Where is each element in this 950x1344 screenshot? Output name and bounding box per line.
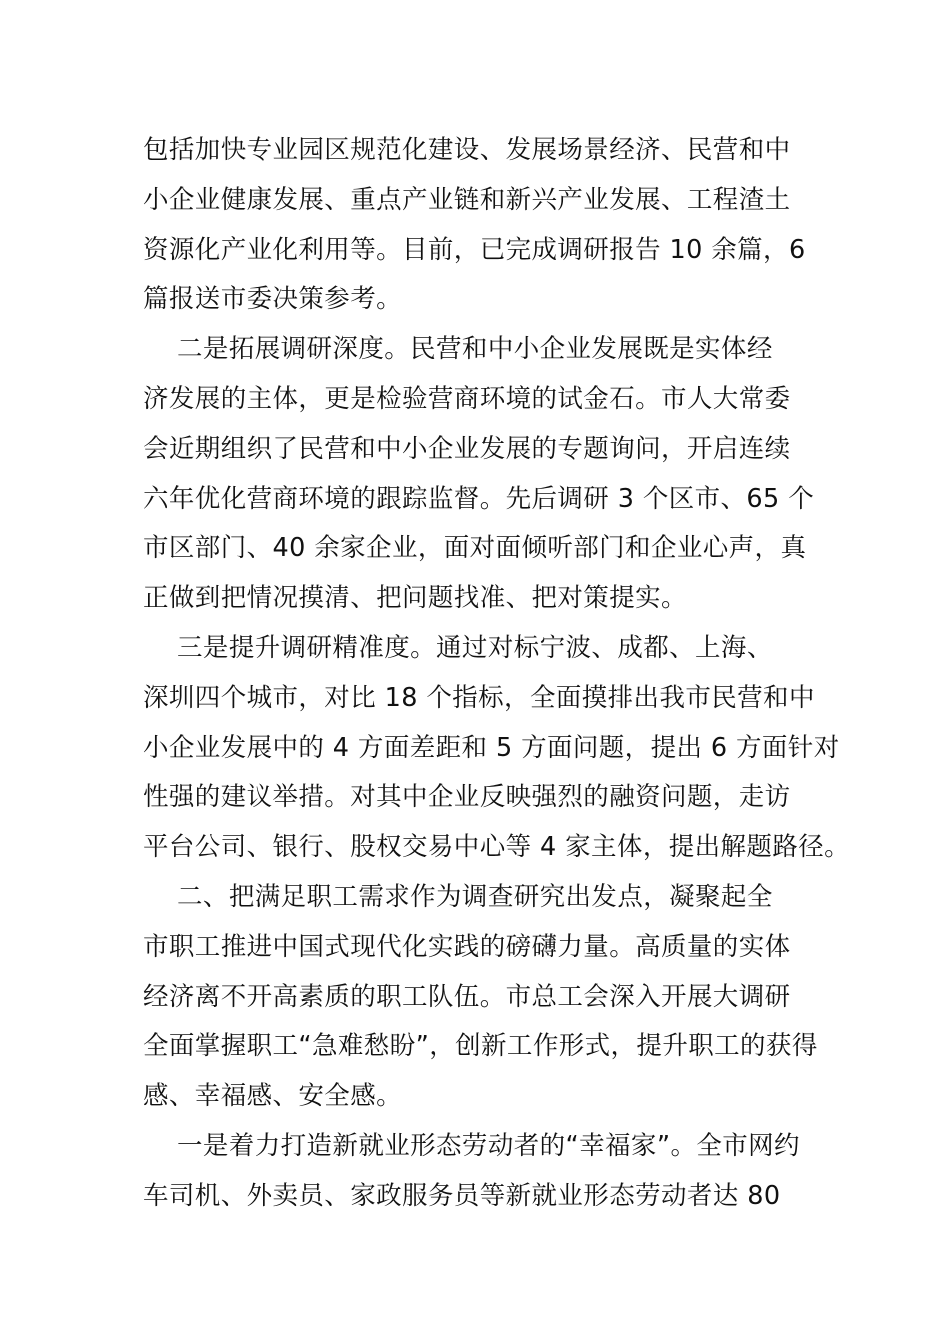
text-line: 车司机、外卖员、家政服务员等新就业形态劳动者达 80 [143,1180,781,1211]
text-line: 正做到把情况摸清、把问题找准、把对策提实。 [143,583,687,614]
body-text [143,126,851,1222]
text-line: 资源化产业化利用等。目前，已完成调研报告 10 余篇，6 [143,234,806,265]
text-line: 平台公司、银行、股权交易中心等 4 家主体，提出解题路径。 [143,832,851,863]
text-line: 济发展的主体，更是检验营商环境的试金石。市人大常委 [143,383,791,414]
text-line: 小企业发展中的 4 方面差距和 5 方面问题，提出 6 方面针对 [143,732,840,763]
text-line: 一是着力打造新就业形态劳动者的“幸福家”。全市网约 [143,1130,800,1161]
text-line: 二、把满足职工需求作为调查研究出发点，凝聚起全 [143,881,773,912]
text-line: 全面掌握职工“急难愁盼”，创新工作形式，提升职工的获得 [143,1031,818,1062]
text-line: 经济离不开高素质的职工队伍。市总工会深入开展大调研 [143,981,791,1012]
text-line: 市职工推进中国式现代化实践的磅礴力量。高质量的实体 [143,931,791,962]
text-line: 会近期组织了民营和中小企业发展的专题询问，开启连续 [143,433,791,464]
text-line: 市区部门、40 余家企业，面对面倾听部门和企业心声，真 [143,533,807,564]
text-line: 性强的建议举措。对其中企业反映强烈的融资问题，走访 [143,782,791,813]
text-line: 篇报送市委决策参考。 [143,284,403,315]
text-line: 感、幸福感、安全感。 [143,1081,403,1112]
text-line: 包括加快专业园区规范化建设、发展场景经济、民营和中 [143,135,791,165]
text-line: 深圳四个城市，对比 18 个指标，全面摸排出我市民营和中 [143,682,815,713]
text-line: 三是提升调研精准度。通过对标宁波、成都、上海、 [143,632,773,663]
text-line: 二是拓展调研深度。民营和中小企业发展既是实体经 [143,334,773,365]
text-line: 六年优化营商环境的跟踪监督。先后调研 3 个区市、65 个 [143,483,815,514]
text-line: 小企业健康发展、重点产业链和新兴产业发展、工程渣土 [143,184,791,215]
